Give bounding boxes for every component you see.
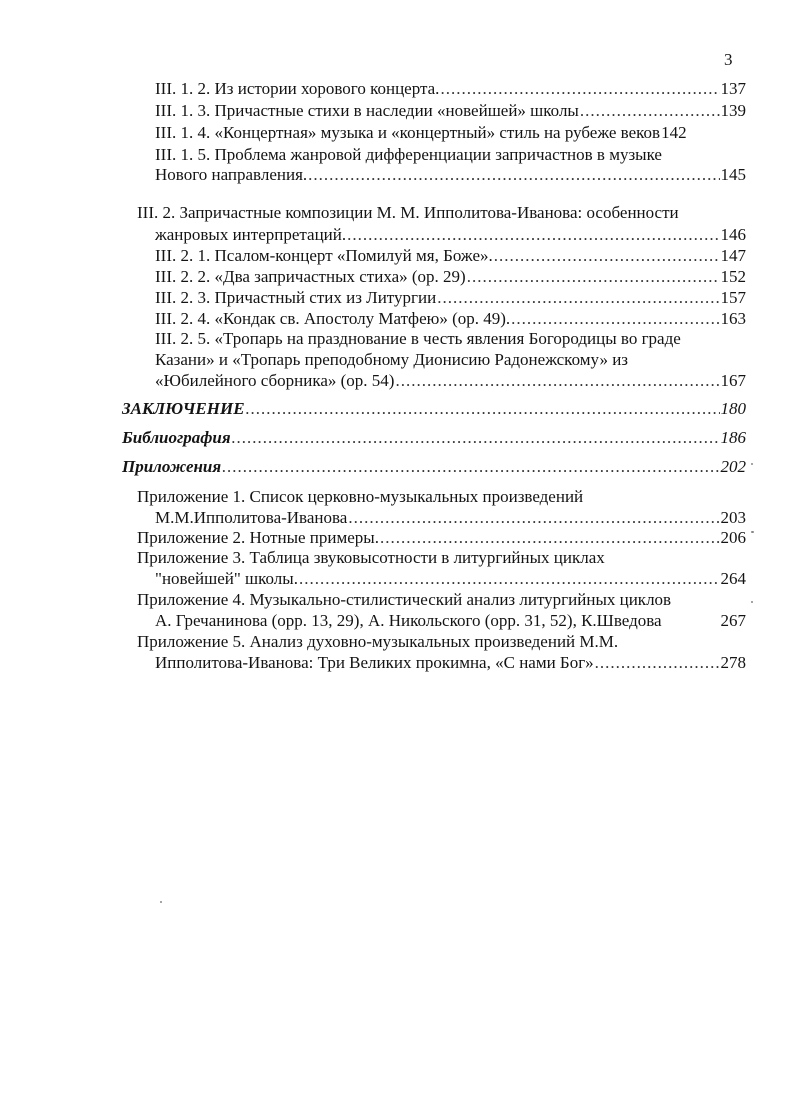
toc-entry-page: 145 xyxy=(720,165,746,184)
toc-entry-page: 146 xyxy=(720,225,746,244)
toc-entry-page: 186 xyxy=(720,428,746,447)
toc-entry-page: 142 xyxy=(661,123,687,142)
toc-entry xyxy=(155,122,746,144)
scan-speck xyxy=(751,463,753,465)
toc-entry xyxy=(155,78,746,100)
toc-entry-title: III. 2. 3. Причастный стих из Литургии xyxy=(155,288,437,307)
toc-entry-title: Приложения xyxy=(122,457,222,476)
leader-dots xyxy=(437,287,719,309)
toc-entry-page: 267 xyxy=(720,611,746,630)
page-number: 3 xyxy=(724,50,733,69)
toc-entry-title-line1: Приложение 4. Музыкально-стилистический анализ литургийных циклов xyxy=(137,590,672,609)
toc-entry xyxy=(155,370,746,392)
toc-entry-title: III. 1. 2. Из истории хорового концерта. xyxy=(155,79,440,98)
toc-entry xyxy=(155,568,746,590)
leader-dots xyxy=(347,224,719,246)
toc-entry-title: III. 1. 4. «Концертная» музыка и «концертный» стиль на рубеже веков xyxy=(155,123,661,142)
toc-entry-page: 147 xyxy=(720,246,746,265)
scan-speck xyxy=(751,531,754,533)
toc-entry xyxy=(155,100,746,122)
toc-entry-title-line1: Приложение 1. Список церковно-музыкальных произведений xyxy=(137,487,584,506)
toc-entry-title: III. 1. 3. Причастные стихи в наследии «новейшей» школы xyxy=(155,101,579,120)
leader-dots xyxy=(246,398,720,420)
toc-entry-title: Нового направления. xyxy=(155,165,308,184)
toc-entry-title: "новейшей" школы. xyxy=(155,569,298,588)
toc-entry xyxy=(155,224,746,246)
toc-entry-title: жанровых интерпретаций. xyxy=(155,225,347,244)
toc-entry xyxy=(155,652,746,674)
leader-dots xyxy=(299,568,720,590)
toc-entry-page: 180 xyxy=(720,399,746,418)
leader-dots xyxy=(595,652,720,674)
leader-dots xyxy=(494,245,720,267)
toc-entry-title-line1: III. 2. Запричастные композиции М. М. Ипполитова-Иванова: особенности xyxy=(137,203,679,222)
toc-entry-title-line1: III. 2. 5. «Тропарь на празднование в честь явления Богородицы во граде xyxy=(155,329,681,348)
toc-entry-title-line2: Казани» и «Тропарь преподобному Дионисию Радонежскому» из xyxy=(155,350,629,369)
toc-entry-title-line1: III. 1. 5. Проблема жанровой дифференциации запричастнов в музыке xyxy=(155,145,662,164)
toc-entry xyxy=(122,398,746,420)
toc-entry xyxy=(137,527,746,549)
toc-entry-title: III. 2. 1. Псалом-концерт «Помилуй мя, Боже». xyxy=(155,246,493,265)
toc-entry-page: 203 xyxy=(720,508,746,527)
leader-dots xyxy=(232,427,720,449)
toc-entry-page: 139 xyxy=(720,101,746,120)
toc-entry-page: 137 xyxy=(720,79,746,98)
toc-entry-title: М.М.Ипполитова-Иванова xyxy=(155,508,348,527)
toc-entry-page: 206 xyxy=(720,528,746,547)
leader-dots xyxy=(348,507,719,529)
toc-entry-title: Ипполитова-Иванова: Три Великих прокимна, «С нами Бог» xyxy=(155,653,594,672)
toc-entry-title-line1: Приложение 5. Анализ духовно-музыкальных произведений М.М. xyxy=(137,632,619,651)
toc-entry-title: ЗАКЛЮЧЕНИЕ xyxy=(122,399,245,418)
toc-entry xyxy=(122,427,746,449)
toc-entry-title: Библиография xyxy=(122,428,231,447)
toc-entry-title: Приложение 2. Нотные примеры. xyxy=(137,528,379,547)
toc-entry-title: III. 2. 2. «Два запричастных стиха» (ор. 29) xyxy=(155,267,466,286)
toc-entry-title: А. Гречанинова (орр. 13, 29), А. Никольского (орр. 31, 52), К.Шведова xyxy=(155,611,662,630)
leader-dots xyxy=(580,100,720,122)
toc-entry xyxy=(155,287,746,309)
scan-speck xyxy=(160,901,162,903)
toc-entry-page: 278 xyxy=(720,653,746,672)
leader-dots xyxy=(511,308,719,330)
leader-dots xyxy=(222,456,719,478)
toc-entry-page: 264 xyxy=(720,569,746,588)
toc-entry-page: 157 xyxy=(720,288,746,307)
toc-entry-title-line1: Приложение 3. Таблица звуковысотности в литургийных циклах xyxy=(137,548,605,567)
toc-entry xyxy=(155,610,746,632)
leader-dots xyxy=(395,370,719,392)
scan-speck xyxy=(751,601,753,603)
toc-entry xyxy=(122,456,746,478)
toc-entry-page: 152 xyxy=(720,267,746,286)
leader-dots xyxy=(308,164,719,186)
toc-entry-title: «Юбилейного сборника» (ор. 54) xyxy=(155,371,395,390)
toc-entry-title: III. 2. 4. «Кондак св. Апостолу Матфею» (ор. 49). xyxy=(155,309,511,328)
toc-entry xyxy=(155,507,746,529)
toc-entry-page: 202 xyxy=(720,457,746,476)
toc-entry-page: 167 xyxy=(720,371,746,390)
toc-entry-page: 163 xyxy=(720,309,746,328)
toc-entry xyxy=(155,245,746,267)
leader-dots xyxy=(440,78,719,100)
leader-dots xyxy=(467,266,720,288)
toc-entry xyxy=(155,266,746,288)
toc-entry xyxy=(155,164,746,186)
toc-entry xyxy=(155,308,746,330)
leader-dots xyxy=(380,527,720,549)
